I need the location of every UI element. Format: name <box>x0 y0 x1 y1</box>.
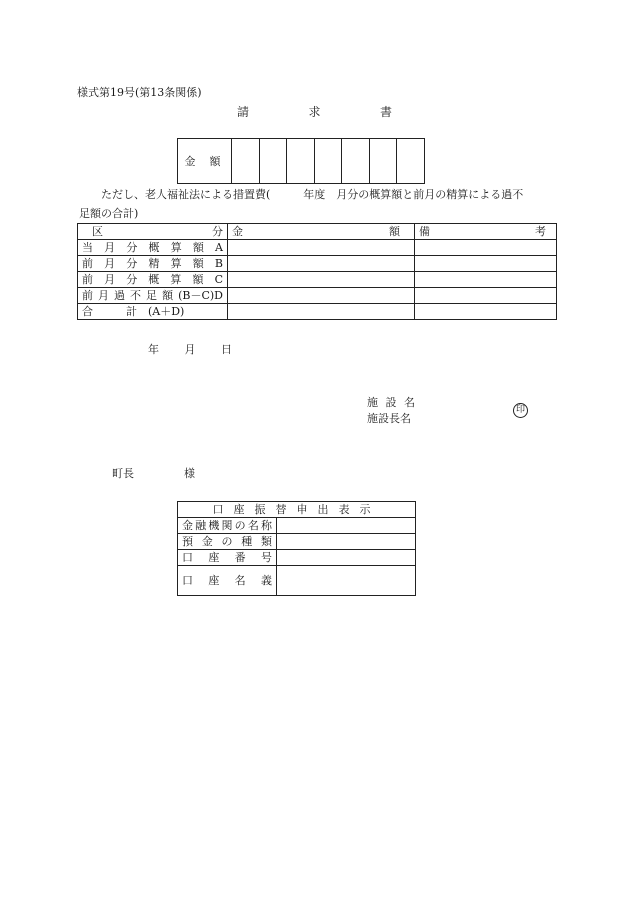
bank-title-row <box>178 502 416 518</box>
remarks-cell[interactable] <box>415 304 557 320</box>
row-label: 前月分概算額C <box>78 272 228 288</box>
seal-icon: 印 <box>513 403 528 418</box>
bank-value-cell[interactable] <box>277 550 416 566</box>
proviso-text-line2: 足額の合計) <box>79 207 139 220</box>
proviso-text-line1: ただし、老人福祉法による措置費( 年度 月分の概算額と前月の精算による過不 <box>101 188 524 201</box>
amount-cell[interactable] <box>228 272 415 288</box>
form-number: 様式第19号(第13条関係) <box>77 86 202 99</box>
remarks-cell[interactable] <box>415 288 557 304</box>
bank-row-label: 金融機関の名称 <box>178 518 277 534</box>
amount-box <box>177 138 425 184</box>
amount-digit-cell[interactable] <box>397 139 424 183</box>
row-label-total: 合 計 (A＋D) <box>78 304 228 320</box>
amount-cell[interactable] <box>228 240 415 256</box>
amount-label: 金額 <box>178 139 232 183</box>
amount-digit-cell[interactable] <box>315 139 343 183</box>
table-row <box>78 240 557 256</box>
amount-digit-cell[interactable] <box>260 139 288 183</box>
table-row <box>78 256 557 272</box>
amount-digit-cell[interactable] <box>370 139 398 183</box>
title-char: 書 <box>379 105 392 119</box>
amount-digit-cell[interactable] <box>287 139 315 183</box>
bank-row-label: 口座番号 <box>178 550 277 566</box>
table-row <box>78 304 557 320</box>
table-row <box>78 288 557 304</box>
date-day: 日 <box>221 343 232 356</box>
row-label: 前月過不足額(B－C)D <box>78 288 228 304</box>
table-row <box>178 534 416 550</box>
title-char: 求 <box>308 105 321 119</box>
bank-row-label: 預金の種類 <box>178 534 277 550</box>
row-label: 前月分精算額B <box>78 256 228 272</box>
bank-table-title: 口座振替申出表示 <box>178 502 416 518</box>
bank-value-cell[interactable] <box>277 534 416 550</box>
amount-digit-cell[interactable] <box>342 139 370 183</box>
row-label: 当月分概算額A <box>78 240 228 256</box>
facility-head-label: 施設長名 <box>367 412 411 425</box>
breakdown-table <box>77 223 557 320</box>
table-row <box>78 272 557 288</box>
table-row <box>178 518 416 534</box>
header-amount: 金 額 <box>228 224 415 240</box>
bank-value-cell[interactable] <box>277 566 416 596</box>
addressee-mayor: 町長 <box>112 467 134 480</box>
bank-value-cell[interactable] <box>277 518 416 534</box>
document-title <box>237 106 392 118</box>
date-month: 月 <box>184 343 196 356</box>
remarks-cell[interactable] <box>415 272 557 288</box>
header-category: 区 分 <box>78 224 228 240</box>
date-year: 年 <box>148 343 159 356</box>
table-row <box>178 566 416 596</box>
amount-digit-cell[interactable] <box>232 139 260 183</box>
amount-cell[interactable] <box>228 288 415 304</box>
amount-cell[interactable] <box>228 304 415 320</box>
facility-name-label: 施 設 名 <box>367 396 417 409</box>
remarks-cell[interactable] <box>415 256 557 272</box>
date-line <box>148 344 232 355</box>
remarks-cell[interactable] <box>415 240 557 256</box>
table-row <box>178 550 416 566</box>
amount-cell[interactable] <box>228 256 415 272</box>
title-char: 請 <box>237 105 250 119</box>
bank-row-label: 口座名義 <box>178 566 277 596</box>
bank-transfer-table <box>177 501 416 596</box>
addressee-honorific: 様 <box>184 467 195 480</box>
header-remarks: 備 考 <box>415 224 557 240</box>
breakdown-header-row <box>78 224 557 240</box>
